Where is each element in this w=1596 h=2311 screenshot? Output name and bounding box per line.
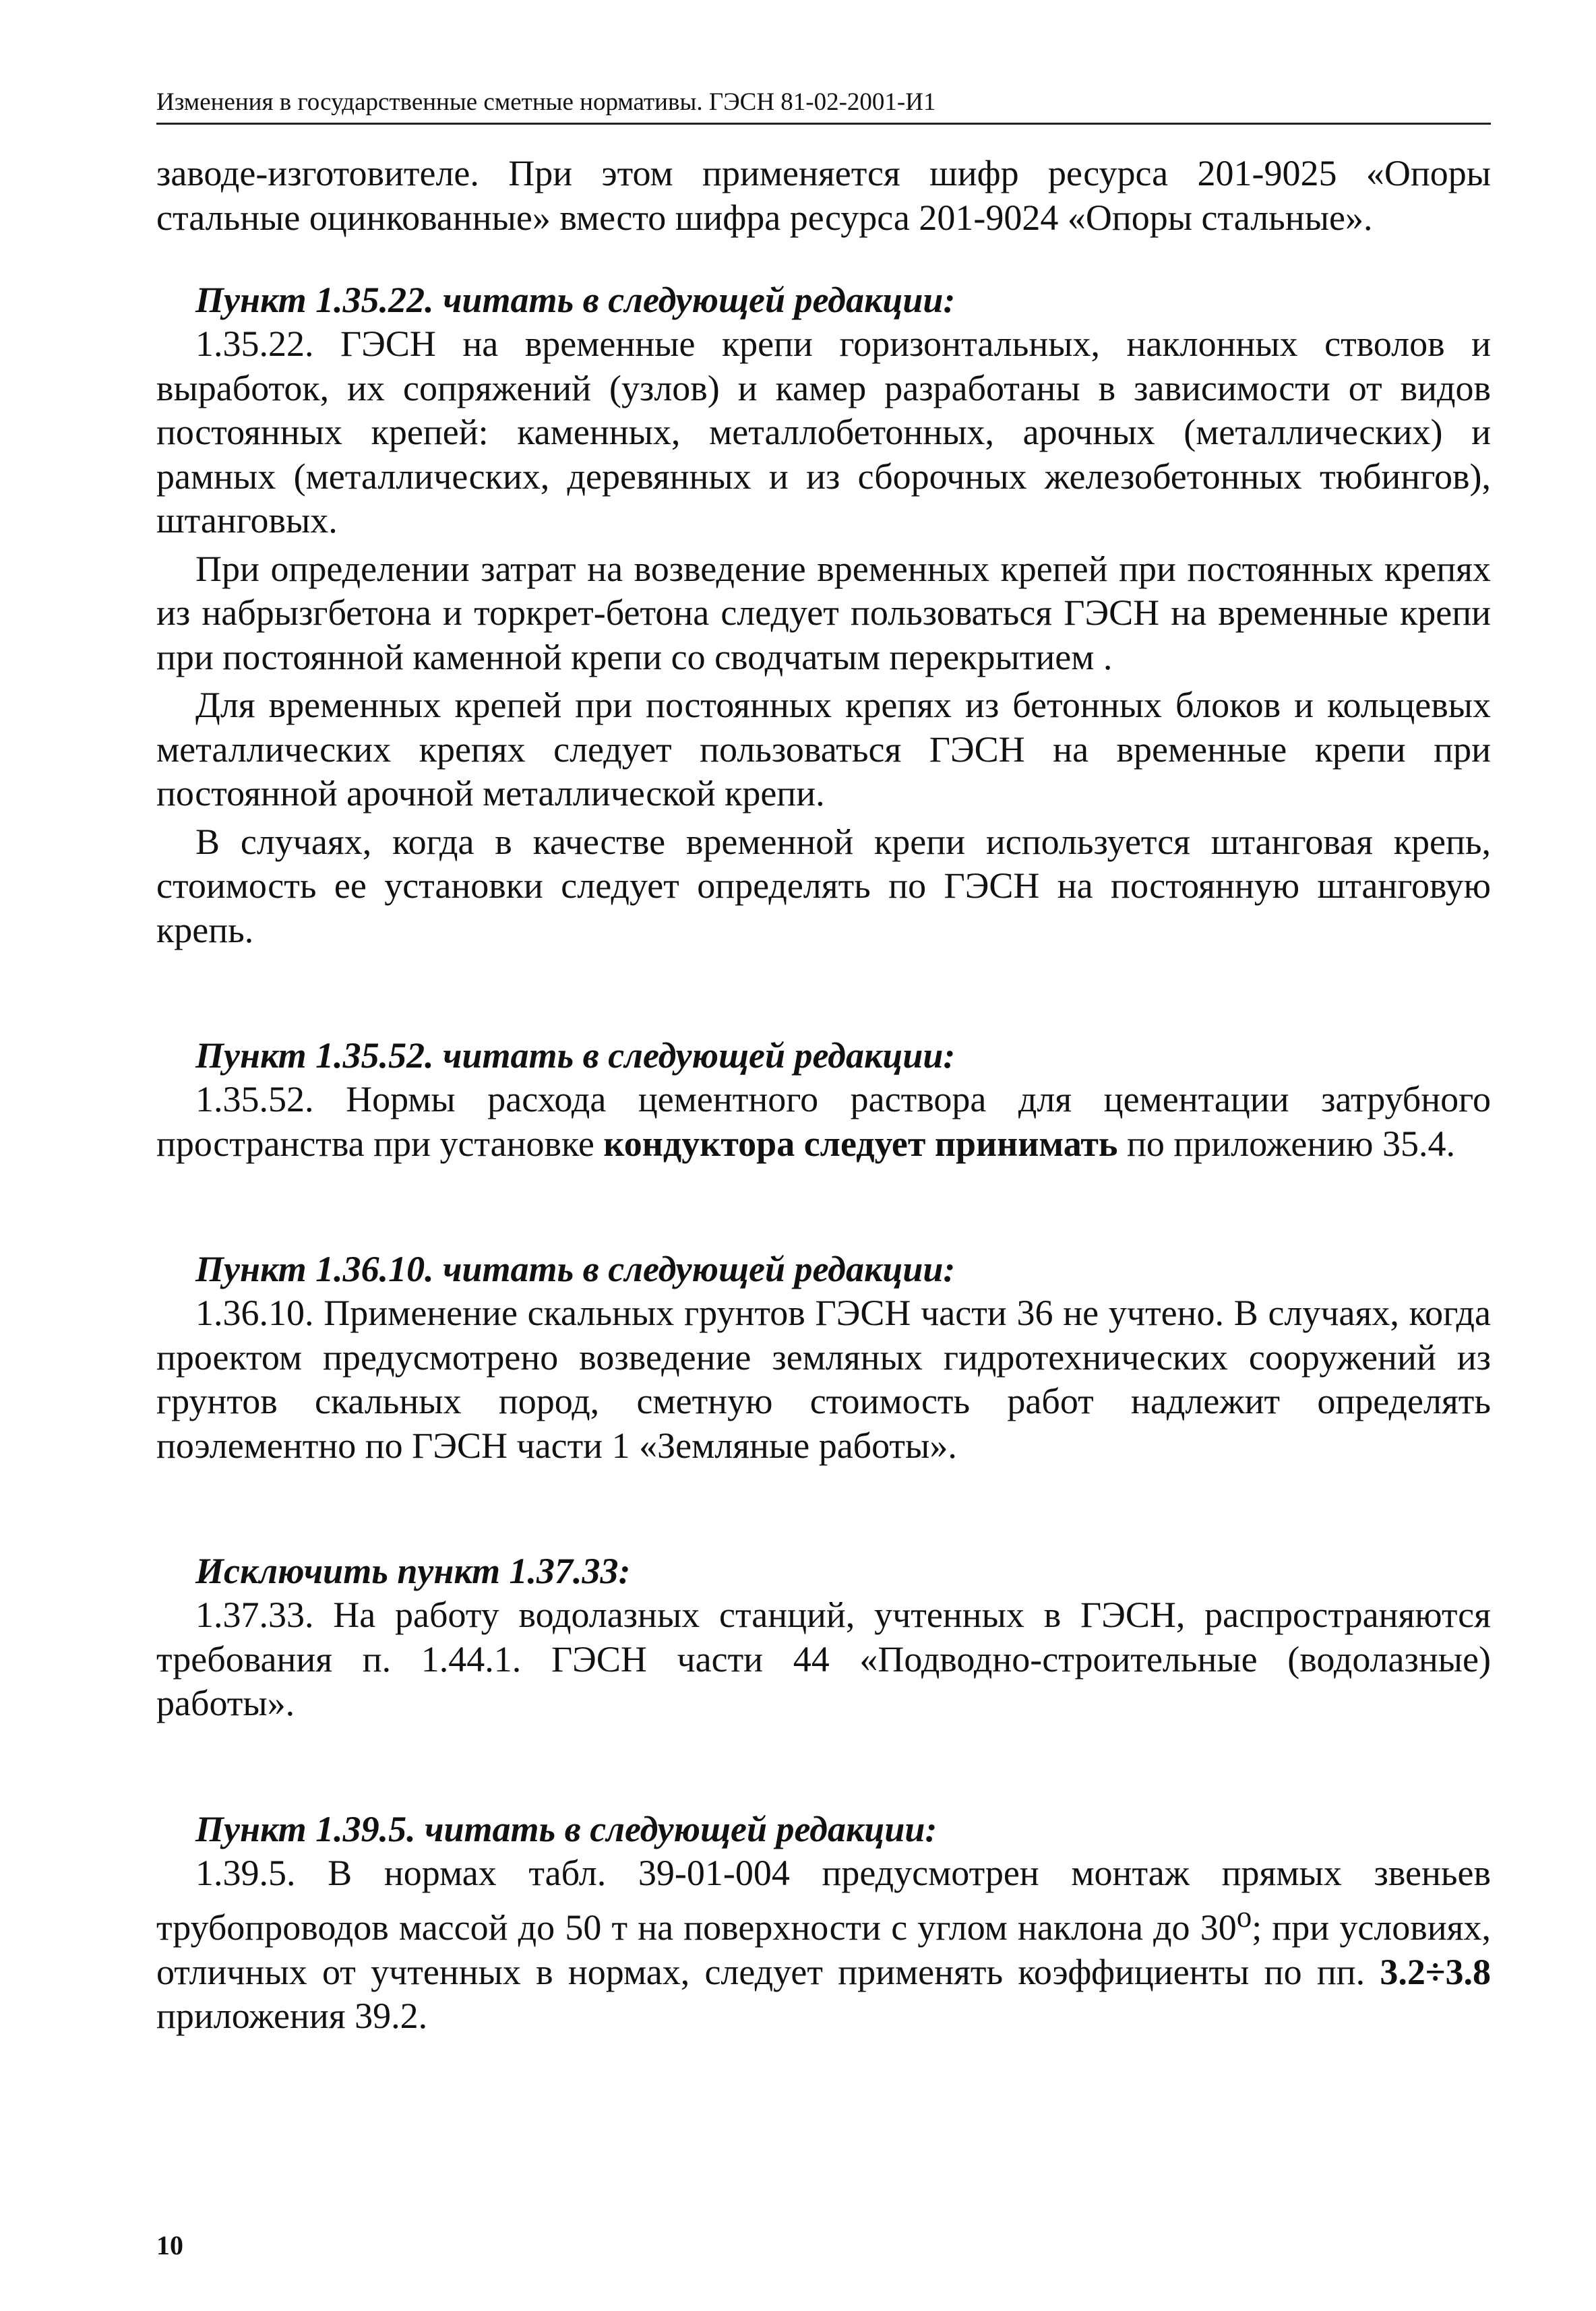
paragraph-1-39-5 [156, 1851, 1491, 2039]
text-run: ; при условиях, отличных от учтенных в нормах, следует применять коэффициенты по пп. [156, 1907, 1491, 1992]
section-heading-1-35-52: Пункт 1.35.52. читать в следующей редакции: [195, 1035, 956, 1076]
paragraph-1-35-22: 1.35.22. ГЭСН на временные крепи горизонтальных, наклонных стволов и выработок, их сопряжений (узлов) и камер разработаны в зависимости от видов постоянных крепей: каменных, металлобетонных, арочных (металлических) и рамных (металлических, деревянных и из сборочных железобетонных тюбингов), штанговых. [156, 323, 1491, 541]
paragraph-1-37-33: 1.37.33. На работу водолазных станций, учтенных в ГЭСН, распространяются требования п. 1.44.1. ГЭСН части 44 «Подводно-строительные (водолазные) работы». [156, 1595, 1491, 1723]
page-number: 10 [156, 2230, 183, 2260]
document-page [156, 86, 1491, 2283]
document-body [156, 152, 1491, 2039]
text-run: 1.35.52. Нормы расхода цементного раствора для цементации затрубного пространства при установке [156, 1079, 1491, 1164]
paragraph-1-35-52 [156, 1078, 1491, 1166]
text-run: приложения 39.2. [156, 1996, 428, 2036]
degree-superscript: о [1236, 1900, 1252, 1934]
paragraph-1-36-10: 1.36.10. Применение скальных грунтов ГЭСН части 36 не учтено. В случаях, когда проектом предусмотрено возведение земляных гидротехнических сооружений из грунтов скальных пород, сметную стоимость работ надлежит определять поэлементно по ГЭСН части 1 «Земляные работы». [156, 1293, 1491, 1466]
bold-text-run: кондуктора следует принимать [603, 1123, 1118, 1164]
text-run: 1.39.5. В нормах табл. 39-01-004 предусмотрен монтаж прямых звеньев трубопроводов массой до 50 т на поверхности с углом наклона до 30 [156, 1852, 1491, 1948]
paragraph-rock-bolt: В случаях, когда в качестве временной крепи используется штанговая крепь, стоимость ее установки следует определять по ГЭСН на постоянную штанговую крепь. [156, 821, 1491, 950]
continuation-paragraph: заводе-изготовителе. При этом применяется шифр ресурса 201-9025 «Опоры стальные оцинкованные» вместо шифра ресурса 201-9024 «Опоры стальные». [156, 153, 1491, 238]
section-heading-1-37-33: Исключить пункт 1.37.33: [195, 1551, 631, 1591]
section-heading-1-35-22: Пункт 1.35.22. читать в следующей редакции: [195, 280, 956, 320]
section-heading-1-36-10: Пункт 1.36.10. читать в следующей редакции: [195, 1249, 956, 1289]
bold-text-run: 3.2÷3.8 [1380, 1951, 1491, 1992]
paragraph-concrete-blocks: Для временных крепей при постоянных крепях из бетонных блоков и кольцевых металлических крепях следует пользоваться ГЭСН на временные крепи при постоянной арочной металлической крепи. [156, 685, 1491, 813]
paragraph-shotcrete: При определении затрат на возведение временных крепей при постоянных крепях из набрызгбетона и торкрет-бетона следует пользоваться ГЭСН на временные крепи при постоянной каменной крепи со сводчатым перекрытием . [156, 548, 1491, 677]
section-heading-1-39-5: Пункт 1.39.5. читать в следующей редакции: [195, 1808, 938, 1849]
text-run: по приложению 35.4. [1117, 1123, 1455, 1164]
running-header: Изменения в государственные сметные нормативы. ГЭСН 81-02-2001-И1 [156, 86, 1491, 125]
